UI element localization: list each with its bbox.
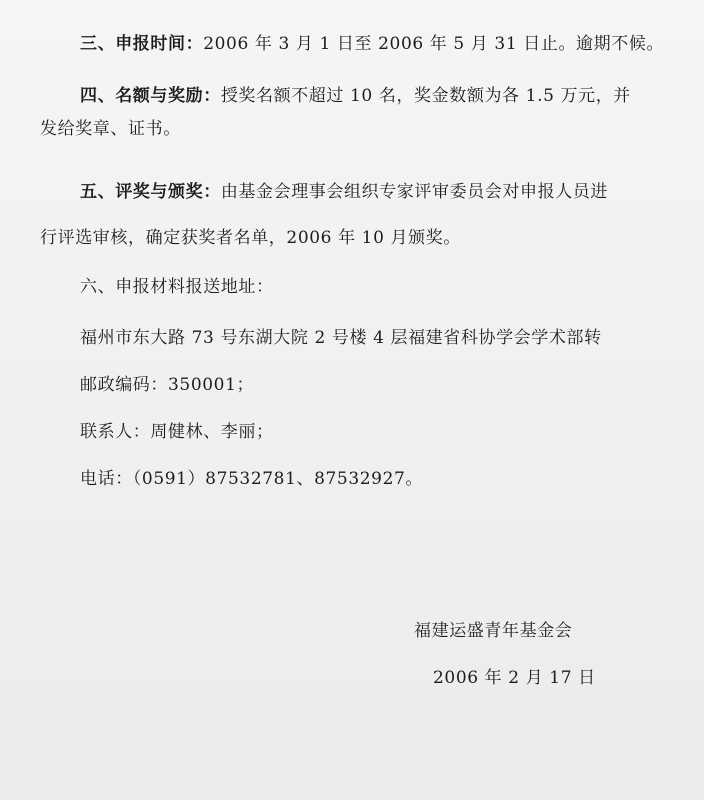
address-street: 福州市东大路 73 号东湖大院 2 号楼 4 层福建省科协学会学术部转 bbox=[80, 328, 602, 348]
quota-text: 授奖名额不超过 10 名，奖金数额为各 1.5 万元，并 bbox=[220, 86, 631, 106]
quota-heading: 四、名额与奖励： bbox=[80, 86, 221, 106]
application-time-heading: 三、申报时间： bbox=[80, 34, 204, 54]
phone-line: 电话：（0591）87532781、87532927。 bbox=[80, 469, 424, 489]
application-time-text: 2006 年 3 月 1 日至 2006 年 5 月 31 日止。逾期不候。 bbox=[203, 34, 665, 54]
review-heading: 五、评奖与颁奖： bbox=[80, 182, 221, 202]
review-text: 由基金会理事会组织专家评审委员会对申报人员进 bbox=[220, 182, 609, 202]
signature-organization: 福建运盛青年基金会 bbox=[414, 621, 573, 641]
address-heading: 六、申报材料报送地址： bbox=[80, 277, 274, 297]
postcode-line: 邮政编码：350001； bbox=[80, 375, 255, 395]
quota-line bbox=[80, 84, 631, 108]
application-time-line bbox=[80, 32, 664, 56]
review-continuation: 行评选审核，确定获奖者名单，2006 年 10 月颁奖。 bbox=[40, 228, 461, 248]
quota-continuation: 发给奖章、证书。 bbox=[40, 119, 181, 139]
review-line bbox=[80, 180, 608, 204]
contact-line: 联系人：周健林、李丽； bbox=[80, 422, 274, 442]
signature-date: 2006 年 2 月 17 日 bbox=[433, 668, 596, 688]
